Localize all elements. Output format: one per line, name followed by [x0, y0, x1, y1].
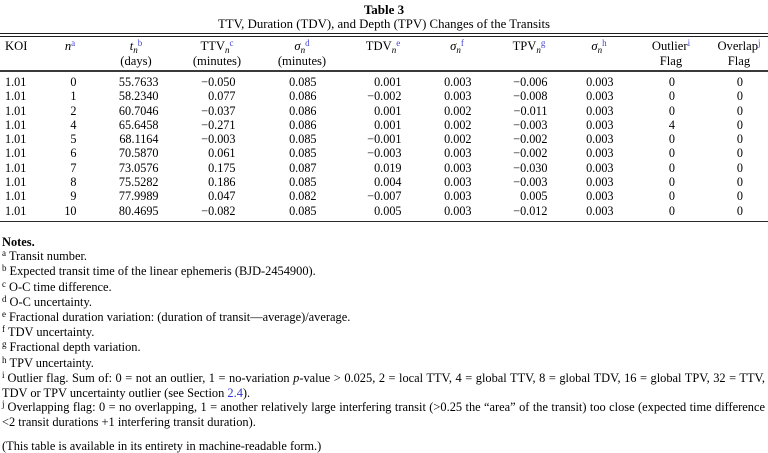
table-cell: 0: [736, 189, 743, 204]
table-cell: 7: [70, 160, 77, 175]
table-cell: −0.003: [367, 146, 402, 161]
footnote-i: $^i$ Outlier flag. Sum of: 0 = not an outlier, 1 = no-variation p-value > 0.025, 2 = local TTV, 4 = global TTV, 8 = global TDV, 16 = global TPV, 32 = TTV, TDV or TPV uncertainty outlier (see Section 2.4).: [2, 369, 766, 400]
table-cell: 0: [736, 75, 743, 89]
table-cell: 0.082: [289, 189, 317, 204]
table-cell: 0.003: [444, 189, 472, 204]
table-cell: 0.085: [289, 146, 317, 161]
column-header: KOI: [0, 37, 42, 71]
table-row: [0, 175, 768, 189]
table-cell: 0.003: [586, 117, 614, 132]
footnote-marker: j: [2, 399, 5, 410]
table-cell: 0.002: [444, 117, 472, 132]
footnote-marker: h: [2, 354, 7, 365]
table-cell: 5: [70, 132, 77, 147]
table-cell: 0: [736, 146, 743, 161]
table-cell: 1.01: [5, 146, 27, 161]
table-cell: 60.7046: [118, 103, 159, 118]
table-cell: 0: [668, 175, 675, 190]
table-cell: −0.006: [513, 75, 548, 89]
table-cell: 0.003: [586, 132, 614, 147]
table-cell: 0.003: [444, 160, 472, 175]
table-cell: 0.003: [586, 175, 614, 190]
table-cell: 0: [668, 160, 675, 175]
table-cell: 0: [668, 103, 675, 118]
table-cell: 0.001: [374, 103, 402, 118]
table-header-row: [0, 37, 768, 71]
table-cell: 1.01: [5, 117, 27, 132]
footnote-g: $^g$ Fractional depth variation.: [2, 339, 141, 355]
table-cell: 0.019: [374, 160, 402, 175]
table-row: [0, 189, 768, 203]
column-header: $TPV_n^g$: [492, 37, 566, 71]
footnote-d: $^d$ O-C uncertainty.: [2, 293, 92, 309]
table-cell: 0: [736, 132, 743, 147]
footnote-marker: c: [2, 278, 6, 289]
footnote-j: $^j$ Overlapping flag: 0 = no overlapping, 1 = another relatively large interfering transit (>0.25 the “area” of the transit) too close (expected time difference <2 transit durations +1 interfering transit duration).: [2, 399, 765, 430]
table-cell: −0.011: [513, 103, 548, 118]
table-cell: 0.003: [586, 146, 614, 161]
table-cell: 0.003: [586, 75, 614, 89]
footnote-marker: b: [2, 263, 7, 274]
table-cell: 0.061: [208, 146, 236, 161]
table-cell: 1.01: [5, 75, 27, 89]
table-cell: 0: [736, 160, 743, 175]
table-row: [0, 71, 768, 89]
table-cell: 0: [668, 89, 675, 104]
table-cell: −0.050: [201, 75, 236, 89]
table-cell: 2: [70, 103, 77, 118]
footnote-a: $^a$ Transit number.: [2, 248, 88, 264]
table-cell: 0.003: [444, 89, 472, 104]
table-cell: 58.2340: [118, 89, 159, 104]
column-header: $\sigma_n^f$: [422, 37, 492, 71]
transits-table: [0, 37, 768, 222]
table-cell: 0.175: [208, 160, 236, 175]
table-cell: −0.008: [513, 89, 548, 104]
footnote-e: $^e$ Fractional duration variation: (duration of transit—average)/average.: [2, 308, 351, 324]
table-cell: 0.085: [289, 175, 317, 190]
table-cell: −0.002: [513, 146, 548, 161]
table-cell: −0.001: [367, 132, 402, 147]
table-cell: 0.003: [586, 160, 614, 175]
section-2-4-link[interactable]: 2.4: [227, 386, 243, 400]
table-cell: 1: [70, 89, 77, 104]
footnote-marker: e: [2, 308, 6, 319]
footnote-marker: d: [2, 293, 7, 304]
table-cell: 0.186: [208, 175, 236, 190]
table-cell: 0: [736, 117, 743, 132]
table-cell: 0.003: [444, 175, 472, 190]
table-cell: 0.001: [374, 75, 402, 89]
table-cell: 0.086: [289, 103, 317, 118]
table-title: TTV, Duration (TDV), and Depth (TPV) Changes of the Transits: [217, 17, 551, 31]
table-cell: 0.087: [289, 160, 317, 175]
table-cell: 0.003: [444, 75, 472, 89]
table-cell: 0.003: [586, 89, 614, 104]
table-cell: −0.082: [201, 203, 236, 218]
footnote-marker: f: [2, 324, 5, 335]
footnote-marker: i: [2, 369, 5, 380]
table-cell: 0.004: [374, 175, 402, 190]
table-cell: 9: [70, 189, 77, 204]
table-cell: 1.01: [5, 203, 27, 218]
table-caption: [0, 0, 768, 31]
table-cell: 1.01: [5, 189, 27, 204]
table-row: [0, 104, 768, 118]
table-cell: 0: [736, 103, 743, 118]
table-cell: 0.086: [289, 117, 317, 132]
table-cell: 0.085: [289, 132, 317, 147]
table-row: [0, 161, 768, 175]
table-cell: −0.271: [201, 117, 236, 132]
table-cell: 10: [64, 203, 77, 218]
table-cell: 6: [70, 146, 77, 161]
notes-heading: Notes.: [2, 234, 35, 249]
table-cell: 0.003: [586, 203, 614, 218]
column-header: $\sigma_n^h$: [566, 37, 632, 71]
table-cell: −0.012: [513, 203, 548, 218]
column-header: $\sigma_n^d$ (minutes): [260, 37, 344, 71]
availability-note: (This table is available in its entirety in machine-readable form.): [2, 438, 322, 453]
table-row: [0, 146, 768, 160]
table-row: [0, 89, 768, 103]
table-cell: −0.037: [201, 103, 236, 118]
table-cell: −0.030: [513, 160, 548, 175]
table-cell: −0.003: [201, 132, 236, 147]
footnote-marker: a: [2, 248, 6, 259]
table-cell: 75.5282: [118, 175, 159, 190]
table-cell: 0.003: [444, 203, 472, 218]
footnote-h: $^h$ TPV uncertainty.: [2, 354, 94, 370]
table-cell: 0.002: [444, 103, 472, 118]
table-number: Table 3: [363, 2, 405, 17]
table-cell: 1.01: [5, 89, 27, 104]
table-cell: 0.005: [520, 189, 548, 204]
table-cell: 0: [736, 175, 743, 190]
table-cell: 0: [668, 146, 675, 161]
table-cell: 0.003: [444, 146, 472, 161]
table-cell: 0.077: [208, 89, 236, 104]
table-cell: 1.01: [5, 160, 27, 175]
table-cell: 0: [70, 75, 77, 89]
table-cell: 0.003: [586, 189, 614, 204]
column-header: Overlap$^j$ Flag: [710, 37, 768, 71]
footnote-b: $^b$ Expected transit time of the linear ephemeris (BJD-2454900).: [2, 263, 316, 279]
table-cell: 0.001: [374, 117, 402, 132]
table-cell: 0: [736, 203, 743, 218]
column-header: $TTV_n^c$ (minutes): [174, 37, 260, 71]
table-cell: −0.007: [367, 189, 402, 204]
table-cell: 55.7633: [118, 75, 159, 89]
table-cell: 1.01: [5, 103, 27, 118]
table-cell: 0: [736, 89, 743, 104]
table-cell: 0: [668, 189, 675, 204]
column-header: n$^a$: [42, 37, 98, 71]
table-cell: 0.003: [586, 103, 614, 118]
footnote-marker: g: [2, 339, 7, 350]
table-row: [0, 204, 768, 222]
table-cell: 1.01: [5, 132, 27, 147]
column-header: $TDV_n^e$: [344, 37, 422, 71]
table-cell: 0.085: [289, 75, 317, 89]
table-cell: 68.1164: [119, 132, 159, 147]
table-cell: 0.047: [208, 189, 236, 204]
table-cell: 70.5870: [118, 146, 159, 161]
table-cell: 77.9989: [118, 189, 159, 204]
table-cell: 0: [668, 203, 675, 218]
table-cell: −0.003: [513, 175, 548, 190]
table-cell: 0.085: [289, 203, 317, 218]
notes-section: [0, 235, 768, 453]
table-row: [0, 118, 768, 132]
column-header: $t_n^b$ (days): [98, 37, 174, 71]
table-cell: 73.0576: [118, 160, 159, 175]
table-cell: 65.6458: [118, 117, 159, 132]
footnote-f: $^f$ TDV uncertainty.: [2, 324, 95, 340]
footnote-c: $^c$ O-C time difference.: [2, 278, 112, 294]
table-cell: −0.003: [513, 117, 548, 132]
notes-list: [2, 249, 765, 429]
table-cell: 0.002: [444, 132, 472, 147]
table-cell: 8: [70, 175, 77, 190]
table-cell: 0: [668, 132, 675, 147]
table-cell: 80.4695: [118, 203, 159, 218]
table-cell: 0: [668, 75, 675, 89]
column-header: Outlier$^i$ Flag: [632, 37, 710, 71]
table-row: [0, 132, 768, 146]
table-cell: 0.005: [374, 203, 402, 218]
table-cell: −0.002: [513, 132, 548, 147]
table-cell: −0.002: [367, 89, 402, 104]
table-cell: 4: [70, 117, 77, 132]
table-cell: 0.086: [289, 89, 317, 104]
table-cell: 1.01: [5, 175, 27, 190]
table-cell: 4: [668, 117, 675, 132]
